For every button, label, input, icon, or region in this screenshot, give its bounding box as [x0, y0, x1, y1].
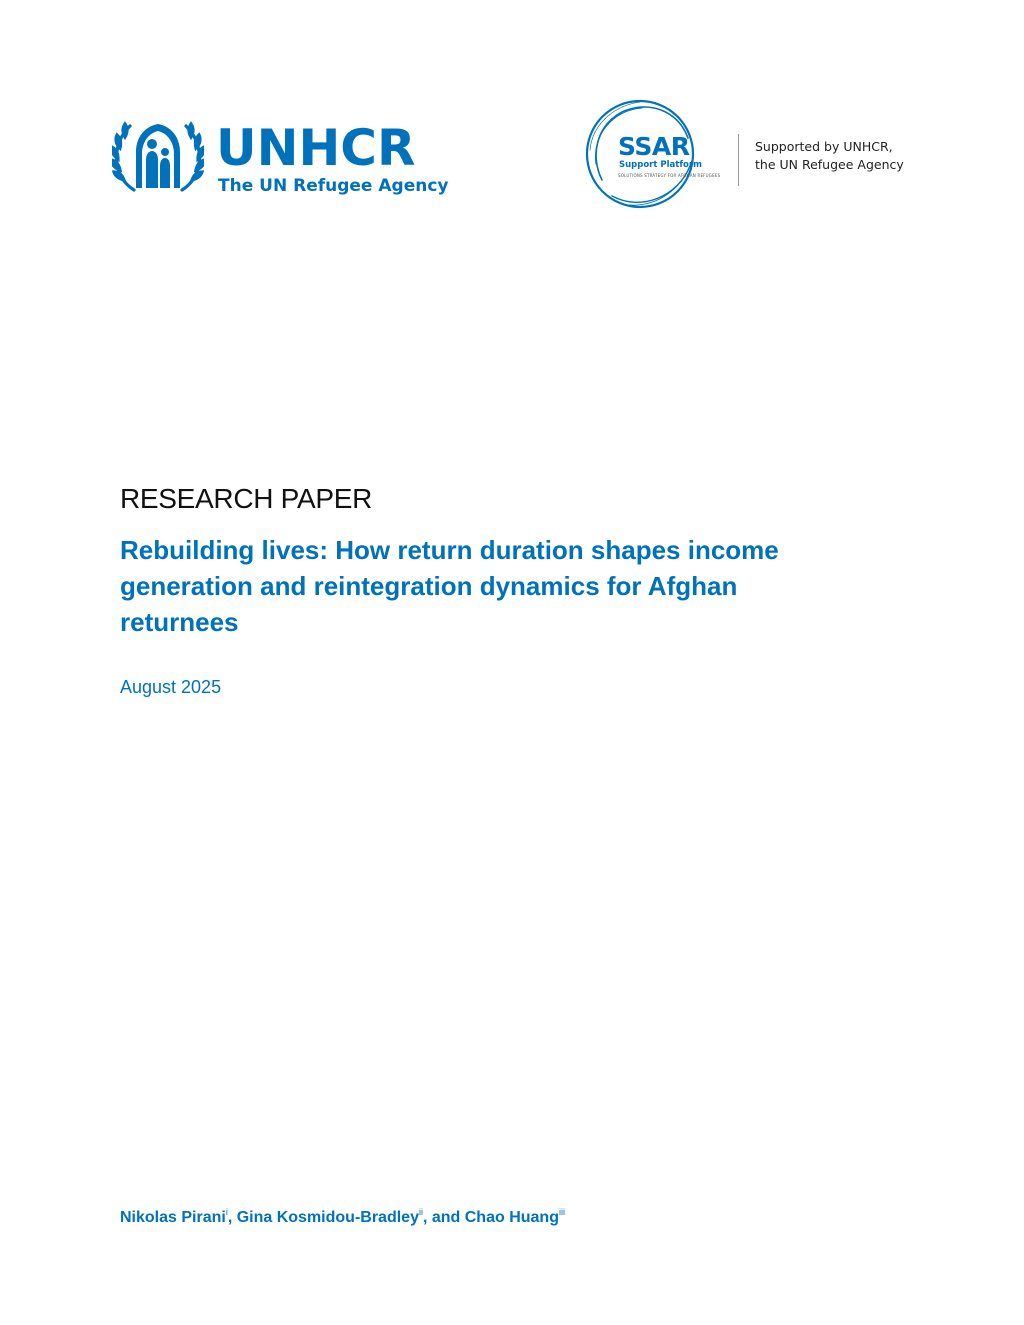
- supported-line-1: Supported by UNHCR,: [755, 139, 893, 154]
- unhcr-wordmark: UNHCR: [216, 119, 416, 177]
- ssar-tiny-text: SOLUTIONS STRATEGY FOR AFGHAN REFUGEES: [618, 173, 721, 178]
- ssar-logo: [582, 96, 922, 212]
- author-separator: , and: [422, 1209, 465, 1226]
- unhcr-tagline: The UN Refugee Agency: [218, 176, 449, 196]
- logo-divider: [738, 134, 739, 186]
- unhcr-logo: [112, 118, 452, 202]
- unhcr-emblem-icon: [112, 118, 204, 198]
- author-name: Chao Huang: [464, 1209, 559, 1226]
- document-date: August 2025: [120, 677, 222, 697]
- supported-line-2: the UN Refugee Agency: [755, 157, 904, 172]
- author-name: Gina Kosmidou-Bradley: [236, 1209, 419, 1226]
- document-title: Rebuilding lives: How return duration shapes income generation and reintegration dynamics for Afghan returnees: [120, 535, 779, 637]
- author-footnote-marker[interactable]: i: [225, 1207, 228, 1217]
- supported-by-text: [755, 138, 904, 174]
- document-type-label: RESEARCH PAPER: [120, 483, 373, 514]
- author-footnote-marker[interactable]: iii: [558, 1207, 565, 1217]
- ssar-subtitle: Support Platform: [619, 160, 702, 170]
- author-separator: ,: [227, 1209, 237, 1226]
- author-name: Nikolas Pirani: [120, 1209, 226, 1226]
- author-footnote-marker[interactable]: ii: [418, 1207, 423, 1217]
- ssar-name: SSAR: [618, 132, 690, 161]
- author-list: [120, 1209, 565, 1227]
